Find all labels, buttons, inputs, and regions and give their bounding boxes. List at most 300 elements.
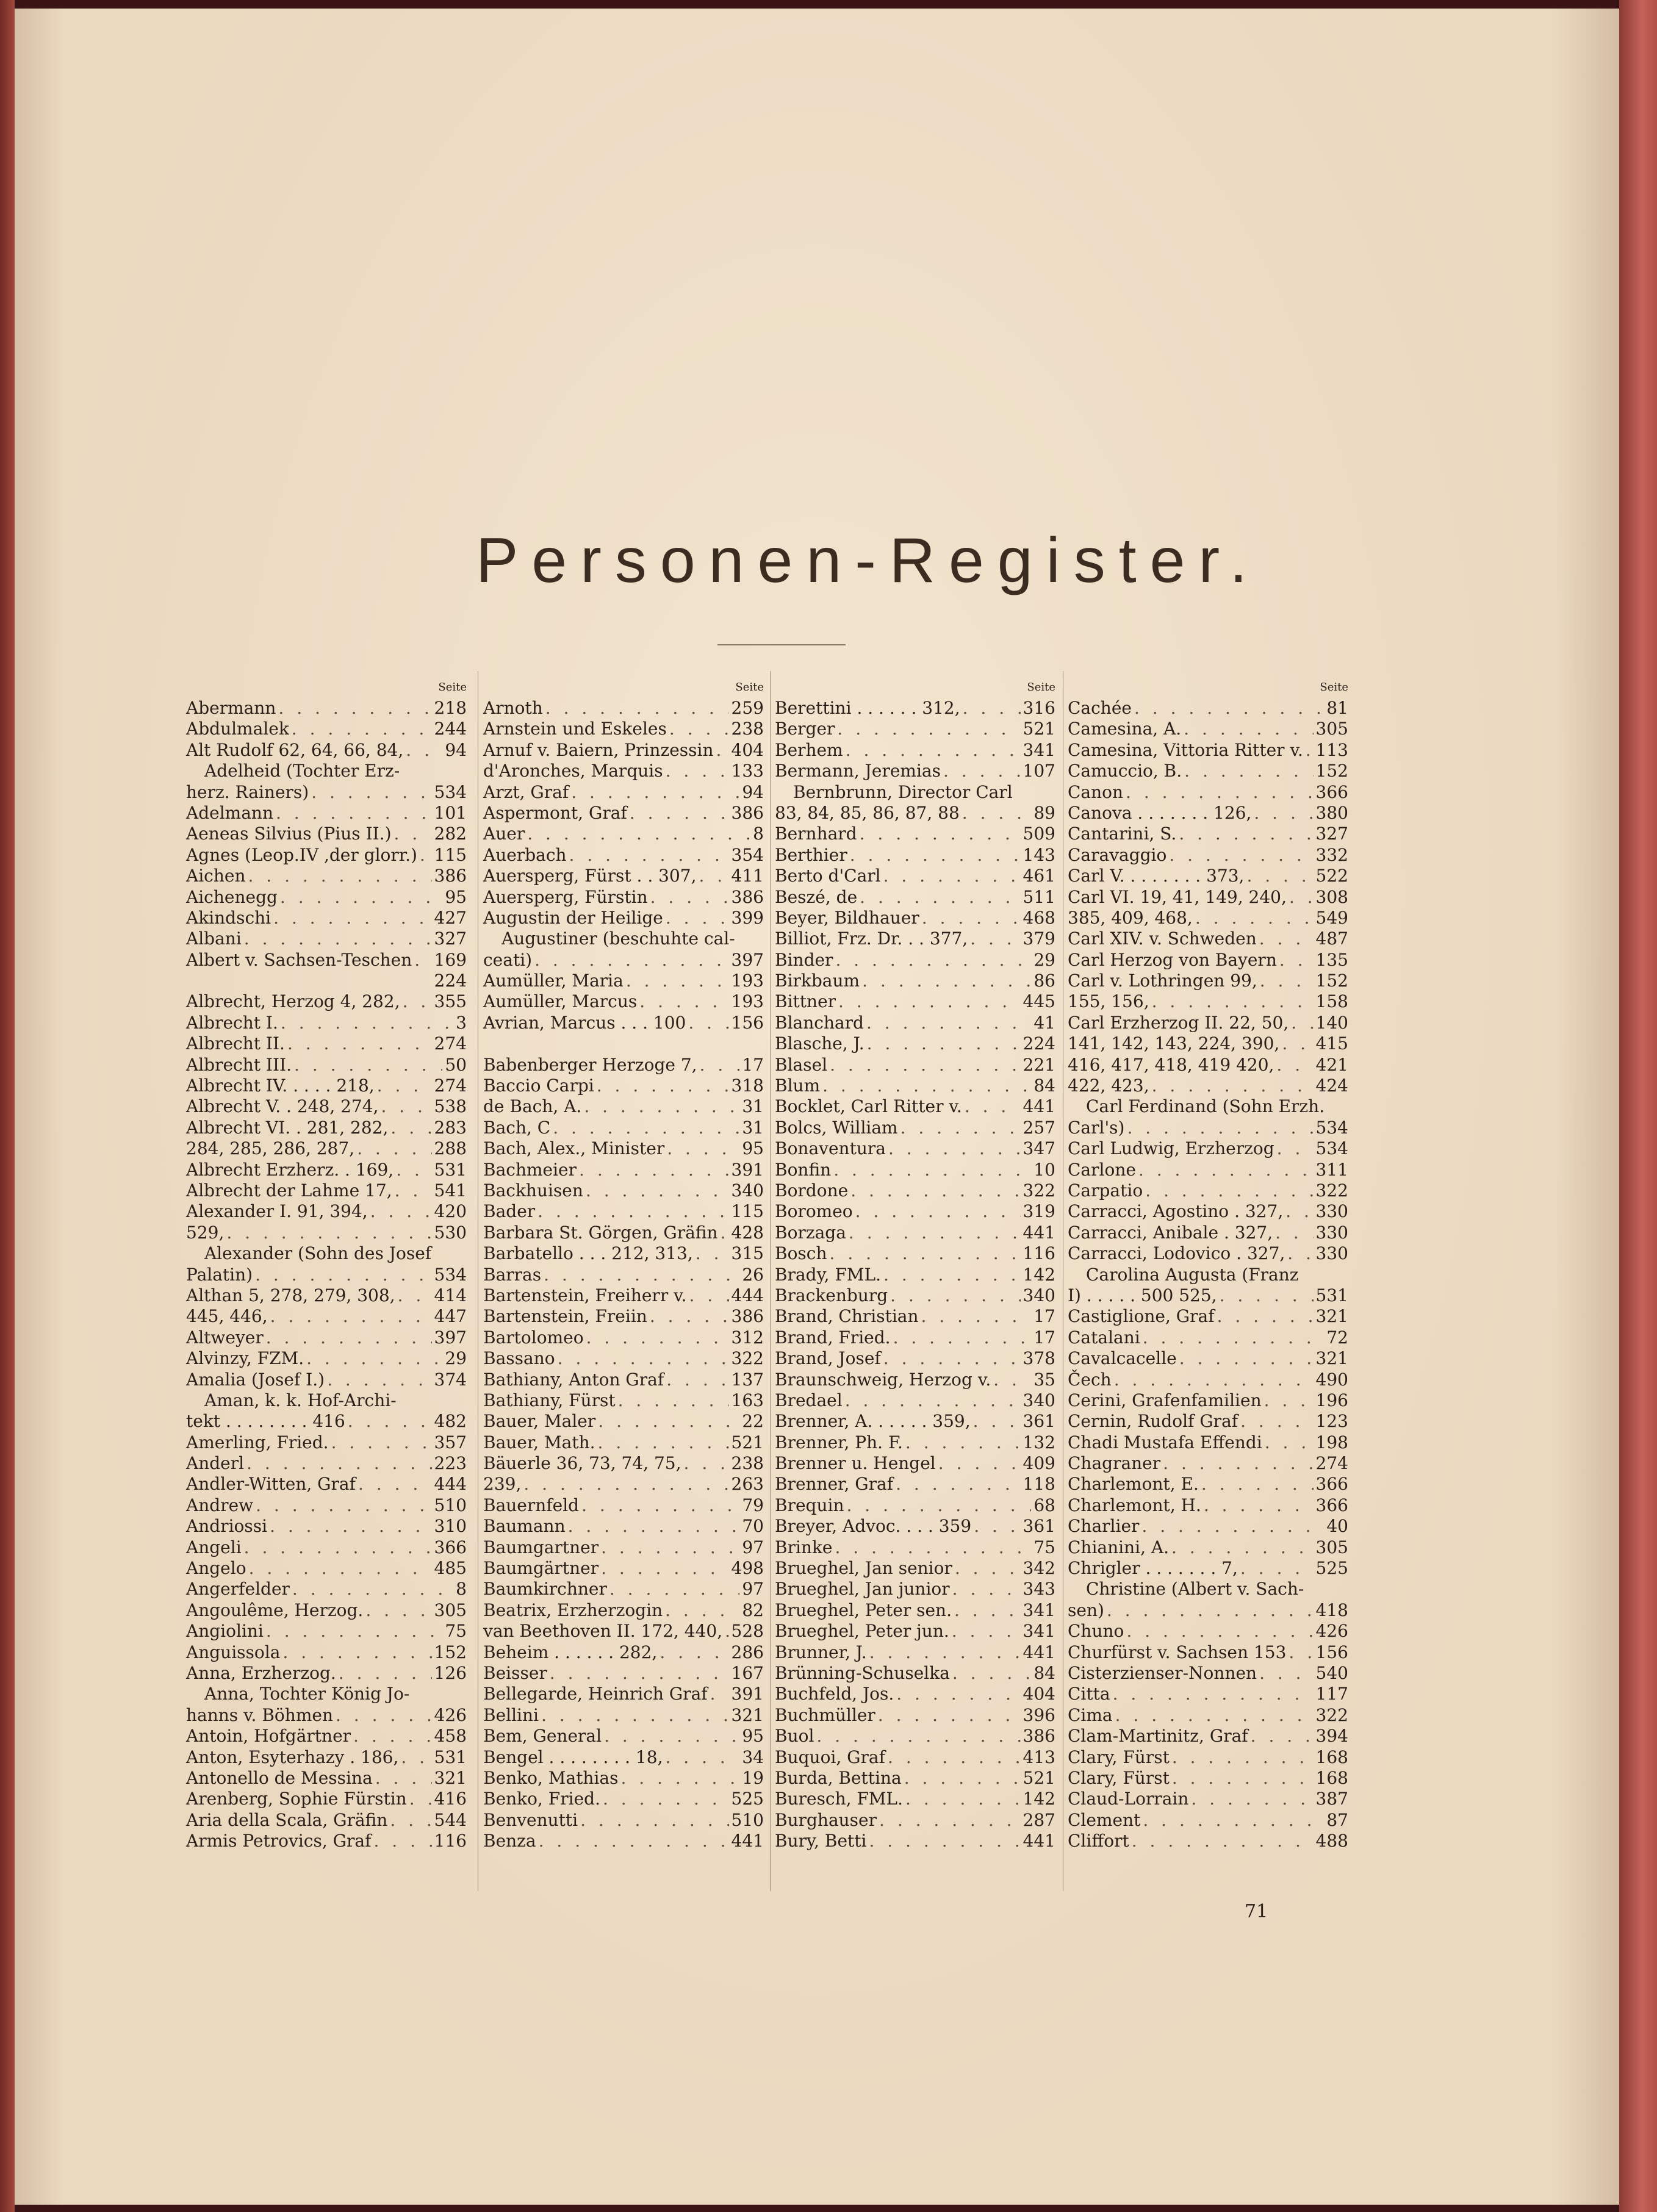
entry-pages: 107 <box>1023 761 1055 781</box>
register-entry <box>1068 845 1348 866</box>
entry-pages: 510 <box>731 1809 764 1830</box>
entry-pages: 468 <box>1023 907 1055 928</box>
entry-pages: 123 <box>1315 1411 1348 1432</box>
entry-pages: 86 <box>1033 971 1055 991</box>
register-entry <box>483 845 764 866</box>
leader-dots <box>1240 1558 1314 1579</box>
leader-dots <box>1306 740 1314 761</box>
entry-name: Bordone <box>775 1180 849 1201</box>
leader-dots <box>896 1474 1020 1495</box>
entry-pages: 366 <box>1315 781 1348 802</box>
register-entry <box>186 1537 467 1558</box>
entry-name: Bäuerle 36, 73, 74, 75, <box>483 1453 681 1474</box>
register-entry <box>1068 1306 1348 1327</box>
leader-dots <box>390 1810 431 1831</box>
entry-name: Carl XIV. v. Schweden <box>1068 928 1257 949</box>
entry-name: 416, 417, 418, 419 420, <box>1068 1054 1274 1075</box>
entry-name: Brueghel, Jan junior <box>775 1579 950 1600</box>
register-entry <box>483 1642 764 1663</box>
leader-dots <box>1246 866 1313 886</box>
entry-pages: 95 <box>445 886 467 907</box>
leader-dots <box>669 719 729 739</box>
leader-dots <box>660 1642 728 1663</box>
entry-pages: 420 <box>434 1201 467 1222</box>
leader-dots <box>620 1768 739 1789</box>
register-entry <box>775 1118 1055 1138</box>
entry-name: Breyer, Advoc. . . . 359 <box>775 1516 972 1537</box>
leader-dots <box>893 1327 1032 1348</box>
entry-pages: 305 <box>1315 1537 1348 1557</box>
entry-pages: 117 <box>1315 1684 1348 1704</box>
entry-name: Albrecht V. . 248, 274, <box>186 1096 379 1117</box>
entry-name: Baccio Carpi <box>483 1075 594 1096</box>
entry-name: Čech <box>1068 1369 1112 1390</box>
register-entry <box>1068 803 1348 824</box>
leader-dots <box>365 1600 431 1621</box>
entry-pages: 444 <box>434 1474 467 1495</box>
entry-name: Brueghel, Peter sen. <box>775 1600 952 1620</box>
entry-pages: 17 <box>1033 1306 1055 1327</box>
register-entry <box>775 1160 1055 1180</box>
register-entry <box>483 1327 764 1348</box>
leader-dots <box>1107 1600 1314 1621</box>
entry-name: I) . . . . . 500 525, <box>1068 1285 1217 1305</box>
leader-dots <box>553 1118 739 1138</box>
entry-name: Aichenegg <box>186 886 278 907</box>
entry-pages: 357 <box>434 1432 467 1453</box>
entry-pages: 424 <box>1315 1075 1348 1096</box>
entry-pages: 488 <box>1315 1831 1348 1851</box>
entry-name: Carpatio <box>1068 1180 1143 1201</box>
register-entry <box>775 1474 1055 1495</box>
register-entry <box>186 698 467 719</box>
leader-dots <box>409 1789 432 1809</box>
leader-dots <box>348 1411 432 1432</box>
entry-pages: 366 <box>1315 1495 1348 1515</box>
register-entry <box>186 1768 467 1789</box>
register-entry <box>483 950 764 971</box>
entry-name: Auersperg, Fürst . . 307, <box>483 866 697 886</box>
entry-name: Brenner u. Hengel <box>775 1453 936 1474</box>
entry-pages: 115 <box>731 1201 764 1222</box>
entry-pages: 386 <box>731 1306 764 1327</box>
leader-dots <box>1289 887 1314 908</box>
leader-dots <box>581 1495 739 1516</box>
entry-pages: 531 <box>1315 1285 1348 1305</box>
entry-pages: 428 <box>731 1222 764 1243</box>
leader-dots <box>993 1370 1031 1390</box>
leader-dots <box>601 1537 739 1558</box>
leader-dots <box>1265 1432 1314 1453</box>
leader-dots <box>952 1579 1021 1600</box>
register-entry <box>775 1663 1055 1684</box>
entry-name: Bellini <box>483 1704 539 1725</box>
entry-pages: 35 <box>1033 1369 1055 1390</box>
entry-name: Brequin <box>775 1495 844 1515</box>
entry-name: Beheim . . . . . . 282, <box>483 1642 658 1662</box>
entry-pages: 458 <box>434 1726 467 1747</box>
entry-pages: 509 <box>1023 824 1055 844</box>
entry-pages: 544 <box>434 1809 467 1830</box>
register-entry <box>186 1201 467 1222</box>
entry-name: herz. Rainers) <box>186 781 309 802</box>
entry-name: Armis Petrovics, Graf <box>186 1831 372 1851</box>
register-entry <box>186 928 467 949</box>
leader-dots <box>1127 1118 1313 1138</box>
entry-pages: 142 <box>1023 1789 1055 1809</box>
leader-dots <box>1115 1705 1314 1726</box>
entry-name: Angelo <box>186 1558 246 1579</box>
register-entry <box>186 1075 467 1096</box>
entry-pages: 282 <box>434 824 467 844</box>
entry-pages: 287 <box>1023 1809 1055 1830</box>
register-entry <box>1068 1180 1348 1201</box>
entry-pages: 72 <box>1326 1327 1348 1348</box>
register-entry <box>775 824 1055 844</box>
leader-dots <box>1169 845 1313 866</box>
entry-name: Cerini, Grafenfamilien <box>1068 1390 1262 1410</box>
register-entry <box>483 1747 764 1768</box>
entry-pages: 95 <box>742 1726 764 1747</box>
entry-name: Carolina Augusta (Franz <box>1086 1264 1299 1285</box>
register-entry <box>483 1663 764 1684</box>
entry-name: Backhuisen <box>483 1180 583 1201</box>
entry-pages: 534 <box>434 781 467 802</box>
entry-pages: 391 <box>731 1684 764 1704</box>
entry-name: Bosch <box>775 1243 827 1264</box>
entry-pages: 511 <box>1023 886 1055 907</box>
entry-pages: 411 <box>731 866 764 886</box>
register-entry <box>186 782 467 803</box>
register-entry <box>1068 1642 1348 1663</box>
register-entry <box>775 1348 1055 1369</box>
entry-name: de Bach, A. <box>483 1096 582 1117</box>
leader-dots <box>598 1411 739 1432</box>
entry-name: Altweyer <box>186 1327 264 1348</box>
leader-dots <box>890 1285 1020 1306</box>
entry-pages: 426 <box>1315 1621 1348 1642</box>
entry-pages: 330 <box>1315 1222 1348 1243</box>
leader-dots <box>1138 1160 1314 1180</box>
register-entry <box>186 1013 467 1033</box>
entry-pages: 386 <box>434 866 467 886</box>
entry-pages: 259 <box>731 698 764 718</box>
entry-pages: 168 <box>1315 1767 1348 1788</box>
entry-pages: 521 <box>1023 1767 1055 1788</box>
entry-name: Adelmann <box>186 802 273 823</box>
entry-pages: 321 <box>1315 1348 1348 1369</box>
leader-dots <box>545 698 729 719</box>
leader-dots <box>270 1516 431 1537</box>
entry-name: Angerfelder <box>186 1579 290 1600</box>
entry-pages: 366 <box>1315 1474 1348 1495</box>
entry-name: Adelheid (Tochter Erz- <box>204 761 400 781</box>
entry-name: Castiglione, Graf <box>1068 1306 1215 1327</box>
entry-name: Arzt, Graf <box>483 781 569 802</box>
entry-name: 284, 285, 286, 287, <box>186 1138 355 1159</box>
entry-pages: 426 <box>434 1704 467 1725</box>
entry-name: sen) <box>1068 1600 1104 1620</box>
register-entry <box>775 1726 1055 1747</box>
entry-name: Abermann <box>186 698 276 718</box>
entry-pages: 421 <box>1315 1054 1348 1075</box>
entry-pages: 441 <box>1023 1831 1055 1851</box>
entry-pages: 354 <box>731 844 764 865</box>
entry-name: Benko, Mathias <box>483 1767 619 1788</box>
entry-name: Berhem <box>775 739 843 760</box>
register-entry <box>186 1705 467 1726</box>
entry-pages: 156 <box>731 1012 764 1033</box>
entry-pages: 75 <box>445 1621 467 1642</box>
entry-name: Albrecht I. <box>186 1012 278 1033</box>
leader-dots <box>336 1705 432 1726</box>
entry-name: Alexander I. 91, 394, <box>186 1201 368 1222</box>
register-entry <box>775 1747 1055 1768</box>
leader-dots <box>1184 719 1313 739</box>
entry-name: Brueghel, Jan senior <box>775 1558 952 1579</box>
entry-pages: 399 <box>731 907 764 928</box>
entry-name: Cavalcacelle <box>1068 1348 1177 1369</box>
register-entry <box>1068 908 1348 928</box>
leader-dots <box>246 1453 431 1474</box>
entry-name: Carl Herzog von Bayern <box>1068 949 1277 970</box>
register-entry <box>483 887 764 908</box>
register-entry <box>483 1726 764 1747</box>
entry-name: Albrecht III. <box>186 1054 292 1075</box>
leader-dots <box>266 1327 432 1348</box>
entry-name: Citta <box>1068 1684 1110 1704</box>
leader-dots <box>822 1075 1031 1096</box>
register-entry <box>775 1621 1055 1642</box>
entry-name: Aeneas Silvius (Pius II.) <box>186 824 392 844</box>
entry-name: Clam-Martinitz, Graf <box>1068 1726 1248 1747</box>
leader-dots <box>294 1055 442 1075</box>
leader-dots <box>1163 1453 1313 1474</box>
entry-pages: 413 <box>1023 1747 1055 1767</box>
entry-name: Akindschi <box>186 907 271 928</box>
entry-pages: 198 <box>1315 1432 1348 1453</box>
entry-name: 529, <box>186 1222 225 1243</box>
entry-pages: 510 <box>434 1495 467 1515</box>
leader-dots <box>1195 908 1314 928</box>
register-entry-continuation <box>186 761 467 781</box>
leader-dots <box>1289 1642 1313 1663</box>
entry-name: Bengel . . . . . . . . 18, <box>483 1747 663 1767</box>
entry-pages: 75 <box>1033 1537 1055 1557</box>
entry-name: Althan 5, 278, 279, 308, <box>186 1285 395 1305</box>
entry-pages: 29 <box>445 1348 467 1369</box>
entry-pages: 441 <box>1023 1642 1055 1662</box>
entry-pages: 308 <box>1315 886 1348 907</box>
leader-dots <box>837 719 1020 739</box>
entry-name: Angoulême, Herzog. <box>186 1600 364 1620</box>
register-entry <box>1068 1684 1348 1704</box>
register-column-4 <box>1068 677 1348 1851</box>
entry-pages: 322 <box>731 1348 764 1369</box>
leader-dots <box>879 1810 1021 1831</box>
entry-pages: 330 <box>1315 1243 1348 1264</box>
entry-name: Brand, Fried. <box>775 1327 891 1348</box>
register-entry <box>1068 1726 1348 1747</box>
entry-pages: 386 <box>731 802 764 823</box>
entry-name: Christine (Albert v. Sach- <box>1086 1579 1304 1600</box>
entry-name: Bocklet, Carl Ritter v. <box>775 1096 962 1117</box>
entry-pages: 79 <box>742 1495 764 1515</box>
entry-pages: 361 <box>1023 1411 1055 1432</box>
leader-dots <box>1264 1390 1314 1411</box>
leader-dots <box>905 1789 1021 1809</box>
leader-dots <box>835 950 1031 971</box>
entry-name: Anna, Tochter König Jo- <box>204 1684 410 1704</box>
entry-pages: 163 <box>731 1390 764 1410</box>
leader-dots <box>665 1747 739 1768</box>
entry-name: Chrigler . . . . . . . 7, <box>1068 1558 1238 1579</box>
entry-pages: 116 <box>434 1831 467 1851</box>
leader-dots <box>666 761 729 781</box>
entry-pages: 238 <box>731 719 764 739</box>
leader-dots <box>1126 782 1314 803</box>
entry-pages: 193 <box>731 971 764 991</box>
entry-name: Albrecht Erzherz. . 169, <box>186 1159 394 1180</box>
register-entry <box>775 740 1055 761</box>
entry-name: Bonaventura <box>775 1138 886 1159</box>
register-entry <box>775 1370 1055 1390</box>
entry-pages: 322 <box>1023 1180 1055 1201</box>
leader-dots <box>1275 1223 1313 1243</box>
register-entry <box>775 950 1055 971</box>
register-entry <box>186 1327 467 1348</box>
entry-pages: 321 <box>434 1767 467 1788</box>
entry-pages: 305 <box>1315 719 1348 739</box>
leader-dots <box>904 1768 1021 1789</box>
leader-dots <box>266 1621 442 1642</box>
entry-name: Blasche, J. <box>775 1033 864 1054</box>
leader-dots <box>244 1537 432 1558</box>
entry-pages: 534 <box>434 1264 467 1285</box>
entry-pages: 142 <box>1023 1264 1055 1285</box>
register-entry <box>775 971 1055 991</box>
register-entry <box>186 1453 467 1474</box>
register-entry <box>186 1306 467 1327</box>
entry-pages: 305 <box>434 1600 467 1620</box>
leader-dots <box>601 1558 728 1579</box>
register-entry <box>1068 950 1348 971</box>
entry-name: Bury, Betti <box>775 1831 867 1851</box>
register-entry <box>483 1789 764 1809</box>
register-entry-continuation <box>186 1390 467 1411</box>
register-entry <box>186 1789 467 1809</box>
entry-pages: 418 <box>1315 1600 1348 1620</box>
entry-name: Bauernfeld <box>483 1495 580 1515</box>
leader-dots <box>869 1642 1021 1663</box>
register-entry <box>483 1579 764 1600</box>
leader-dots <box>850 1180 1020 1201</box>
entry-name: Brackenburg <box>775 1285 888 1305</box>
entry-name: ceati) <box>483 949 533 970</box>
register-entry <box>186 887 467 908</box>
register-entry <box>186 1495 467 1516</box>
leader-dots <box>700 1055 740 1075</box>
register-entry <box>186 1810 467 1831</box>
leader-dots <box>855 1201 1021 1222</box>
entry-pages: 137 <box>731 1369 764 1390</box>
register-entry <box>775 1033 1055 1054</box>
entry-pages: 386 <box>1023 1726 1055 1747</box>
entry-pages: 341 <box>1023 1621 1055 1642</box>
title-divider <box>717 644 846 645</box>
page-number: 71 <box>1245 1901 1268 1922</box>
leader-dots <box>292 1579 453 1600</box>
entry-name: Bader <box>483 1201 536 1222</box>
leader-dots <box>666 908 729 928</box>
leader-dots <box>1279 950 1314 971</box>
register-entry-continuation <box>186 1243 467 1264</box>
entry-name: Cernin, Rudolf Graf <box>1068 1411 1238 1432</box>
entry-name: Albrecht der Lahme 17, <box>186 1180 392 1201</box>
entry-pages: 221 <box>1023 1054 1055 1075</box>
leader-dots <box>396 1160 431 1180</box>
entry-pages: 490 <box>1315 1369 1348 1390</box>
entry-name: Berto d'Carl <box>775 866 881 886</box>
leader-dots <box>1171 1537 1314 1558</box>
leader-dots <box>1240 1411 1313 1432</box>
leader-dots <box>862 971 1031 991</box>
entry-name: Arnstein und Eskeles <box>483 719 667 739</box>
entry-name: Bartenstein, Freiin <box>483 1306 647 1327</box>
entry-pages: 538 <box>434 1096 467 1117</box>
entry-name: Cantarini, S. <box>1068 824 1177 844</box>
register-entry <box>1068 1033 1348 1054</box>
entry-name: Albani <box>186 928 242 949</box>
entry-name: Baumgärtner <box>483 1558 599 1579</box>
entry-name: Chadi Mustafa Effendi <box>1068 1432 1262 1453</box>
entry-pages: 391 <box>731 1159 764 1180</box>
entry-pages: 332 <box>1315 844 1348 865</box>
leader-dots <box>665 1600 739 1621</box>
entry-pages: 286 <box>731 1642 764 1662</box>
leader-dots <box>973 1411 1021 1432</box>
entry-pages: 355 <box>434 991 467 1012</box>
entry-pages: 343 <box>1023 1579 1055 1600</box>
register-entry <box>775 1285 1055 1306</box>
leader-dots <box>1287 1243 1313 1264</box>
entry-pages: 140 <box>1315 1012 1348 1033</box>
entry-pages: 224 <box>1023 1033 1055 1054</box>
register-entry <box>1068 1370 1348 1390</box>
entry-pages: 316 <box>1023 698 1055 718</box>
leader-dots <box>869 1831 1021 1851</box>
register-entry <box>775 928 1055 949</box>
register-entry <box>186 845 467 866</box>
register-entry <box>1068 1327 1348 1348</box>
register-entry <box>1068 1453 1348 1474</box>
leader-dots <box>900 1118 1021 1138</box>
leader-dots <box>684 1453 729 1474</box>
entry-name: Bach, Alex., Minister <box>483 1138 665 1159</box>
entry-name: Palatin) <box>186 1264 253 1285</box>
entry-pages: 498 <box>731 1558 764 1579</box>
leader-dots <box>838 991 1021 1012</box>
register-entry <box>1068 1789 1348 1809</box>
entry-pages: 26 <box>742 1264 764 1285</box>
leader-dots <box>938 1453 1021 1474</box>
entry-pages: 95 <box>742 1138 764 1159</box>
register-entry <box>186 1096 467 1117</box>
register-entry <box>1068 1432 1348 1453</box>
leader-dots <box>580 1810 728 1831</box>
entry-name: Brenner, Graf <box>775 1474 894 1495</box>
register-entry <box>483 761 764 781</box>
